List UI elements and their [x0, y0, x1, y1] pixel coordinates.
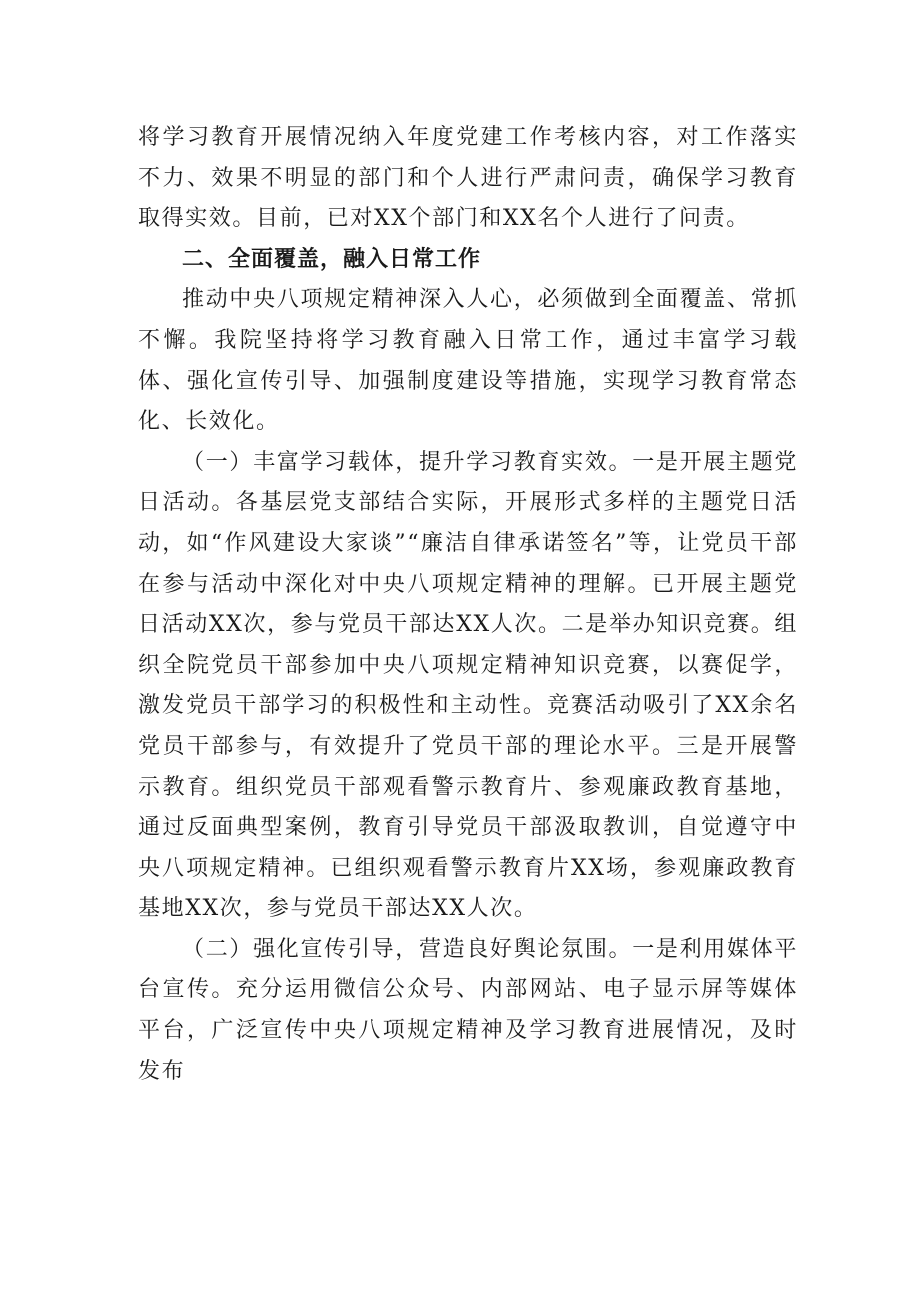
paragraph-intro: 推动中央八项规定精神深入人心，必须做到全面覆盖、常抓不懈。我院坚持将学习教育融入日常工作，通过丰富学习载体、强化宣传引导、加强制度建设等措施，实现学习教育常态化、长效化。	[138, 287, 798, 435]
document-body	[138, 118, 798, 1092]
paragraph-subsection-1: （一）丰富学习载体，提升学习教育实效。一是开展主题党日活动。各基层党支部结合实际，开展形式多样的主题党日活动，如“作风建设大家谈”“廉洁自律承诺签名”等，让党员干部在参与活动中深化对中央八项规定精神的理解。已开展主题党日活动XX次，参与党员干部达XX人次。二是举办知识竞赛。组织全院党员干部参加中央八项规定精神知识竞赛，以赛促学，激发党员干部学习的积极性和主动性。竞赛活动吸引了XX余名党员干部参与，有效提升了党员干部的理论水平。三是开展警示教育。组织党员干部观看警示教育片、参观廉政教育基地，通过反面典型案例，教育引导党员干部汲取教训，自觉遵守中央八项规定精神。已组织观看警示教育片XX场，参观廉政教育基地XX次，参与党员干部达XX人次。	[138, 449, 798, 922]
section-heading: 二、全面覆盖，融入日常工作	[182, 246, 482, 272]
paragraph-continuation: 将学习教育开展情况纳入年度党建工作考核内容，对工作落实不力、效果不明显的部门和个人进行严肃问责，确保学习教育取得实效。目前，已对XX个部门和XX名个人进行了问责。	[138, 125, 798, 232]
paragraph-subsection-2: （二）强化宣传引导，营造良好舆论氛围。一是利用媒体平台宣传。充分运用微信公众号、内部网站、电子显示屏等媒体平台，广泛宣传中央八项规定精神及学习教育进展情况，及时发布	[138, 936, 798, 1084]
